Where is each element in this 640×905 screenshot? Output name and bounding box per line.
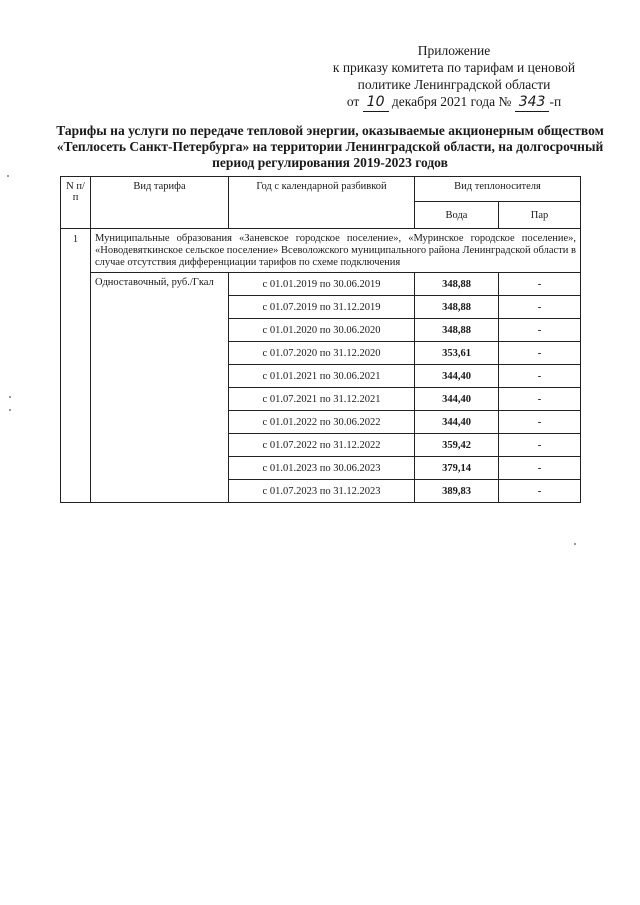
header-steam: Пар: [499, 202, 581, 229]
period-cell: с 01.01.2021 по 30.06.2021: [229, 365, 415, 388]
row-number: 1: [61, 229, 91, 503]
municipality-description: Муниципальные образования «Заневское городское поселение», «Муринское городское поселение», «Новодевяткинское сельское поселение» Всеволожского муниципального района Ленинградской области в случае отсутствия дифференциации тарифов по схеме подключения: [91, 229, 581, 273]
header-water: Вода: [415, 202, 499, 229]
header-tariff-type: Вид тарифа: [91, 177, 229, 229]
period-cell: с 01.07.2021 по 31.12.2021: [229, 388, 415, 411]
date-month-year: декабря 2021 года №: [391, 94, 512, 109]
period-cell: с 01.01.2023 по 30.06.2023: [229, 457, 415, 480]
period-cell: с 01.07.2020 по 31.12.2020: [229, 342, 415, 365]
water-value: 348,88: [415, 273, 499, 296]
water-value: 379,14: [415, 457, 499, 480]
period-cell: с 01.01.2019 по 30.06.2019: [229, 273, 415, 296]
water-value: 344,40: [415, 388, 499, 411]
tariff-label: Одноставочный, руб./Гкал: [91, 273, 229, 503]
water-value: 353,61: [415, 342, 499, 365]
order-suffix: -п: [549, 94, 562, 109]
header-num: N п/п: [61, 177, 91, 229]
scan-speck: [9, 409, 11, 411]
period-cell: с 01.07.2022 по 31.12.2022: [229, 434, 415, 457]
steam-value: -: [499, 411, 581, 434]
appendix-date-line: [300, 93, 608, 112]
period-cell: с 01.01.2020 по 30.06.2020: [229, 319, 415, 342]
steam-value: -: [499, 434, 581, 457]
steam-value: -: [499, 273, 581, 296]
water-value: 348,88: [415, 296, 499, 319]
appendix-order-line: к приказу комитета по тарифам и ценовой: [332, 60, 576, 75]
order-number-handwritten: 343: [515, 94, 550, 112]
appendix-title: Приложение: [417, 43, 491, 58]
tariff-table: [60, 176, 581, 503]
document-title: [40, 123, 620, 171]
steam-value: -: [499, 296, 581, 319]
steam-value: -: [499, 319, 581, 342]
steam-value: -: [499, 342, 581, 365]
title-line-3: период регулирования 2019-2023 годов: [212, 155, 448, 170]
header-year: Год с календарной разбивкой: [229, 177, 415, 229]
title-line-2: «Теплосеть Санкт-Петербурга» на территории Ленинградской области, на долгосрочный: [56, 139, 604, 154]
water-value: 344,40: [415, 365, 499, 388]
scan-speck: [574, 543, 576, 545]
scan-speck: [7, 175, 9, 177]
header-carrier: Вид теплоносителя: [415, 177, 581, 202]
appendix-committee-line: политике Ленинградской области: [357, 77, 551, 92]
period-cell: с 01.07.2019 по 31.12.2019: [229, 296, 415, 319]
steam-value: -: [499, 457, 581, 480]
period-cell: с 01.07.2023 по 31.12.2023: [229, 480, 415, 503]
date-prefix: от: [346, 94, 360, 109]
date-day-handwritten: 10: [363, 94, 389, 112]
appendix-header: [300, 42, 608, 112]
water-value: 389,83: [415, 480, 499, 503]
water-value: 344,40: [415, 411, 499, 434]
period-cell: с 01.01.2022 по 30.06.2022: [229, 411, 415, 434]
steam-value: -: [499, 388, 581, 411]
steam-value: -: [499, 480, 581, 503]
scan-speck: [9, 396, 11, 398]
water-value: 359,42: [415, 434, 499, 457]
water-value: 348,88: [415, 319, 499, 342]
steam-value: -: [499, 365, 581, 388]
title-line-1: Тарифы на услуги по передаче тепловой энергии, оказываемые акционерным обществом: [56, 123, 604, 138]
